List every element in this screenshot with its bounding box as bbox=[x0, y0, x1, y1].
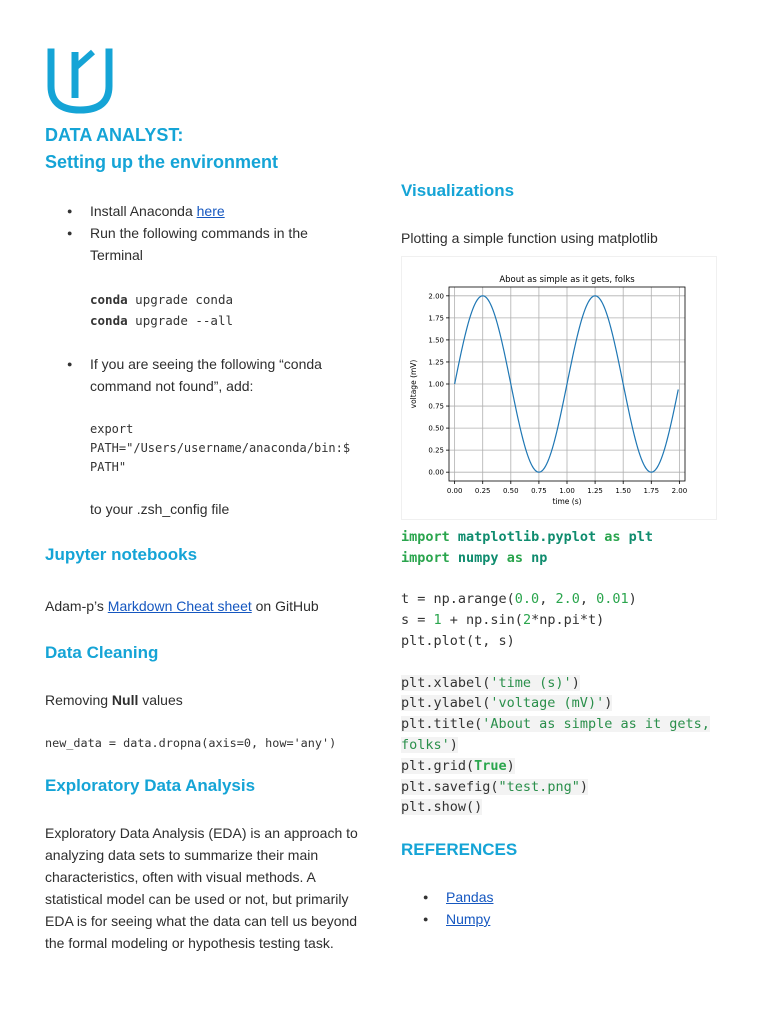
list-item: ● If you are seeing the following “conda command not found”, add: bbox=[45, 353, 345, 397]
y-axis-label: voltage (mV) bbox=[409, 359, 418, 409]
eda-heading: Exploratory Data Analysis bbox=[45, 776, 256, 795]
y-tick-label: 1.50 bbox=[428, 336, 444, 345]
jupyter-heading: Jupyter notebooks bbox=[45, 545, 198, 564]
references-heading: REFERENCES bbox=[401, 840, 518, 859]
markdown-cheatsheet-link[interactable]: Markdown Cheat sheet bbox=[107, 598, 252, 614]
y-tick-label: 2.00 bbox=[428, 292, 444, 301]
list-item: ● Run the following commands in the Terminal bbox=[45, 222, 345, 266]
notfound-list bbox=[45, 353, 345, 397]
list-item: ● Install Anaconda here bbox=[45, 200, 345, 222]
cleaning-heading: Data Cleaning bbox=[45, 643, 159, 662]
y-tick-label: 0.00 bbox=[428, 468, 444, 477]
list-item bbox=[401, 886, 701, 908]
conda-commands: conda upgrade conda conda upgrade --all bbox=[90, 292, 233, 328]
x-tick-label: 0.50 bbox=[503, 487, 519, 495]
dropna-code: new_data = data.dropna(axis=0, how='any') bbox=[45, 736, 337, 750]
sine-chart bbox=[402, 257, 716, 519]
list-item bbox=[401, 908, 701, 930]
x-tick-label: 2.00 bbox=[671, 487, 688, 495]
cleaning-text: Removing Null values bbox=[45, 692, 183, 708]
x-tick-label: 1.25 bbox=[587, 487, 603, 495]
page-subtitle: Setting up the environment bbox=[45, 152, 279, 172]
y-tick-label: 1.00 bbox=[428, 380, 444, 389]
anaconda-link[interactable]: here bbox=[196, 203, 225, 219]
y-tick-label: 0.25 bbox=[428, 446, 444, 455]
eda-body: Exploratory Data Analysis (EDA) is an approach to analyzing data sets to summarize their main characteristics, often with visual methods. A statistical model can be used or not, but primarily EDA is for seeing what the data can tell us beyond the formal modeling or hypothesis testing task. bbox=[45, 825, 358, 951]
export-code: export PATH="/Users/username/anaconda/bin:$ PATH" bbox=[90, 422, 351, 474]
viz-intro: Plotting a simple function using matplotlib bbox=[401, 230, 658, 246]
x-tick-label: 0.75 bbox=[531, 487, 547, 495]
viz-heading: Visualizations bbox=[401, 181, 515, 200]
zsh-note: to your .zsh_config file bbox=[90, 501, 230, 517]
y-tick-label: 0.50 bbox=[428, 424, 444, 433]
udacity-logo-icon bbox=[45, 46, 115, 118]
numpy-link[interactable]: Numpy bbox=[446, 911, 491, 927]
chart-title: About as simple as it gets, folks bbox=[499, 275, 635, 285]
x-tick-label: 1.50 bbox=[615, 487, 631, 495]
x-tick-label: 1.75 bbox=[643, 487, 660, 495]
x-tick-label: 0.00 bbox=[446, 487, 463, 495]
chart-container bbox=[401, 256, 717, 520]
matplotlib-code: import matplotlib.pyplot as plt import numpy as np t = np.arange(0.0, 2.0, 0.01) s = 1 + np.sin(2*np.pi*t) plt.plot(t, s) plt.xlabel('time (s)') plt.ylabel('voltage (mV)') plt.title('About as simple as it gets, folks') plt.grid(True) plt.savefig("test.png") plt.show() bbox=[401, 529, 710, 816]
x-tick-label: 1.00 bbox=[559, 487, 575, 495]
y-tick-label: 0.75 bbox=[428, 402, 444, 411]
y-tick-label: 1.25 bbox=[428, 358, 444, 367]
x-axis-label: time (s) bbox=[552, 497, 582, 506]
references-list bbox=[401, 886, 701, 930]
setup-list bbox=[45, 200, 345, 266]
jupyter-text: Adam-p’s Markdown Cheat sheet on GitHub bbox=[45, 598, 319, 614]
x-tick-label: 0.25 bbox=[474, 487, 491, 495]
page-title: DATA ANALYST: bbox=[45, 125, 184, 145]
pandas-link[interactable]: Pandas bbox=[446, 889, 494, 905]
y-tick-label: 1.75 bbox=[428, 314, 444, 323]
